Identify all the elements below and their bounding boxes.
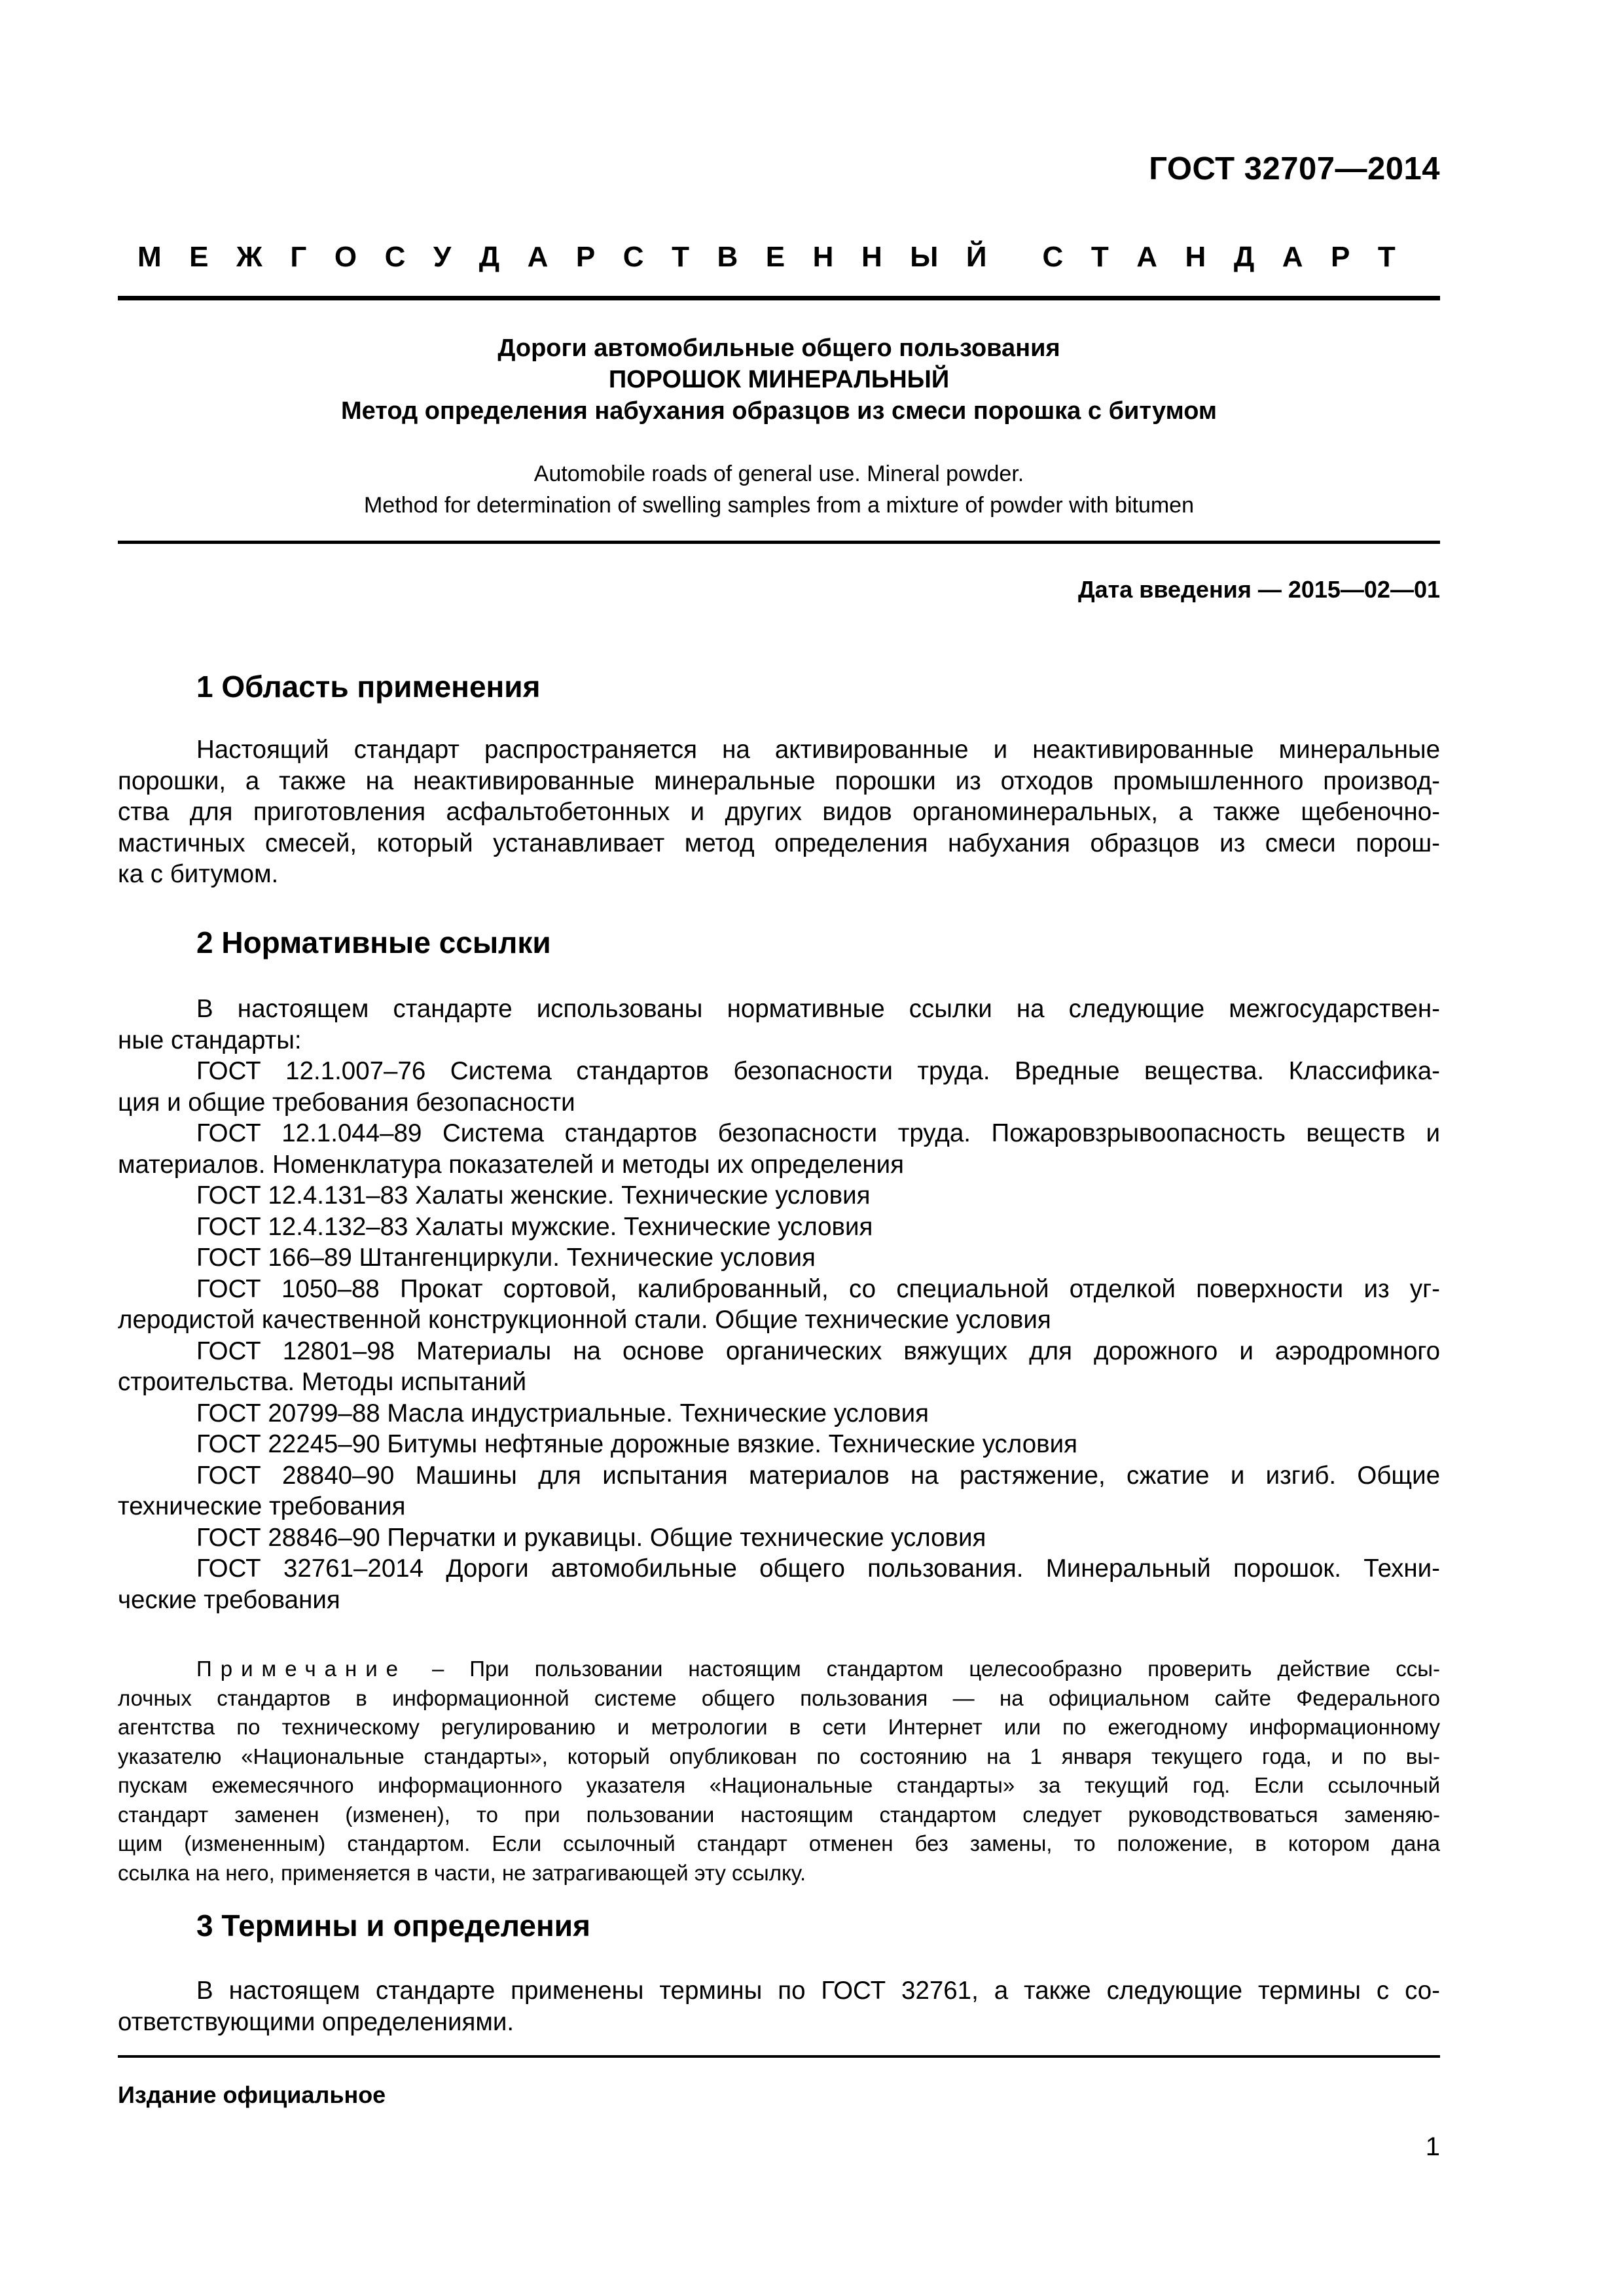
english-title-line-1: Automobile roads of general use. Mineral powder.	[533, 461, 1024, 486]
standard-type-letter: У	[433, 241, 452, 273]
standard-type-letter: А	[527, 241, 549, 273]
reference-line: ГОСТ 32761–2014 Дороги автомобильные общего пользования. Минеральный порошок. Техни-	[196, 1554, 1440, 1583]
standard-type-letter: Р	[575, 241, 596, 273]
standard-type-letter: А	[1282, 241, 1303, 273]
text-line: Настоящий стандарт распространяется на активированные и неактивированные минеральные	[196, 736, 1440, 764]
standard-type-heading	[137, 241, 1396, 274]
title-line-1: Дороги автомобильные общего пользования	[497, 334, 1060, 362]
text-line: В настоящем стандарте использованы нормативные ссылки на следующие межгосударствен-	[196, 995, 1440, 1023]
note-line: пускам ежемесячного информационного указателя «Национальные стандарты» за текущий год. Если ссылочный	[118, 1773, 1440, 1797]
text-line: ства для приготовления асфальтобетонных и других видов органоминеральных, а также щебеночно-	[118, 798, 1440, 826]
english-title	[118, 458, 1440, 521]
section-3-text	[118, 1975, 1440, 2037]
title-line-3: Метод определения набухания образцов из смеси порошка с битумом	[340, 397, 1218, 425]
reference-line: ГОСТ 22245–90 Битумы нефтяные дорожные вязкие. Технические условия	[196, 1430, 1077, 1458]
text-line: мастичных смесей, который устанавливает метод определения набухания образцов из смеси порош-	[118, 829, 1440, 857]
section-1-text	[118, 734, 1440, 890]
reference-line: технические требования	[118, 1492, 406, 1520]
reference-line: материалов. Номенклатура показателей и методы их определения	[118, 1150, 904, 1179]
standard-type-letter: Т	[672, 241, 689, 273]
standard-type-letter: Н	[812, 241, 834, 273]
reference-line: ция и общие требования безопасности	[118, 1088, 575, 1117]
text-line: порошки, а также на неактивированные минеральные порошки из отходов промышленного производ-	[118, 766, 1440, 795]
standard-type-letter: В	[717, 241, 738, 273]
note-block	[118, 1655, 1440, 1888]
reference-line: строительства. Методы испытаний	[118, 1368, 527, 1396]
standard-type-letter: Н	[861, 241, 882, 273]
reference-line: леродистой качественной конструкционной стали. Общие технические условия	[118, 1306, 1051, 1334]
section-3-heading: 3 Термины и определения	[196, 1909, 590, 1943]
standard-type-letter: Е	[765, 241, 785, 273]
standard-type-letter: С	[623, 241, 644, 273]
standard-type-letter: Р	[1330, 241, 1350, 273]
standard-type-letter: А	[1136, 241, 1157, 273]
standard-type-letter: С	[1042, 241, 1064, 273]
standard-type-letter: М	[137, 241, 162, 273]
document-id: ГОСТ 32707—2014	[1149, 151, 1440, 187]
note-line: указателю «Национальные стандарты», который опубликован по состоянию на 1 января текущего года, и по вы-	[118, 1744, 1440, 1768]
standard-type-letter: О	[334, 241, 357, 273]
reference-line: ческие требования	[118, 1585, 340, 1614]
standard-type-letter: Й	[965, 241, 987, 273]
document-page	[118, 0, 1440, 2296]
reference-line: ГОСТ 12.1.044–89 Система стандартов безопасности труда. Пожаровзрывоопасность веществ и	[196, 1119, 1440, 1147]
standard-type-letter: Ж	[236, 241, 262, 273]
note-line: агентства по техническому регулированию и метрологии в сети Интернет или по ежегодному информационному	[118, 1715, 1440, 1739]
page-number: 1	[1425, 2132, 1440, 2161]
note-line: Примечание – При пользовании настоящим стандартом целесообразно проверить действие ссы-	[196, 1657, 1440, 1681]
reference-line: ГОСТ 12.1.007–76 Система стандартов безопасности труда. Вредные вещества. Классифика-	[196, 1057, 1440, 1085]
standard-type-letter: Т	[1091, 241, 1109, 273]
english-title-line-2: Method for determination of swelling samples from a mixture of powder with bitumen	[363, 493, 1194, 518]
title-line-2: ПОРОШОК МИНЕРАЛЬНЫЙ	[608, 366, 950, 393]
standard-type-letter: С	[384, 241, 406, 273]
standard-type-letter: Ы	[910, 241, 939, 273]
note-line: стандарт заменен (изменен), то при пользовании настоящим стандартом следует руководствоваться заменяю-	[118, 1802, 1440, 1827]
reference-line: ГОСТ 12801–98 Материалы на основе органических вяжущих для дорожного и аэродромного	[196, 1336, 1440, 1365]
standard-type-letter: Н	[1185, 241, 1206, 273]
standard-type-letter: Д	[478, 241, 500, 273]
reference-line: ГОСТ 166–89 Штангенциркули. Технические условия	[196, 1244, 816, 1272]
note-label: Примечание	[196, 1657, 407, 1681]
standard-type-letter: Д	[1233, 241, 1255, 273]
text-line: В настоящем стандарте применены термины по ГОСТ 32761, а также следующие термины с со-	[196, 1977, 1440, 2005]
section-2-heading: 2 Нормативные ссылки	[196, 925, 551, 960]
reference-line: ГОСТ 1050–88 Прокат сортовой, калиброванный, со специальной отделкой поверхности из уг-	[196, 1274, 1440, 1303]
standard-type-letter: Е	[189, 241, 209, 273]
header-divider	[118, 296, 1440, 300]
text-line: ответствующими определениями.	[118, 2007, 514, 2036]
section-2-text	[118, 994, 1440, 1615]
standard-type-letter: Г	[290, 241, 307, 273]
title-divider	[118, 541, 1440, 544]
russian-title	[118, 332, 1440, 427]
standard-type-letter: Т	[1377, 241, 1396, 273]
introduction-date: Дата введения — 2015—02—01	[1077, 576, 1440, 603]
reference-line: ГОСТ 20799–88 Масла индустриальные. Технические условия	[196, 1399, 929, 1427]
reference-line: ГОСТ 12.4.132–83 Халаты мужские. Технические условия	[196, 1212, 873, 1241]
reference-line: ГОСТ 28840–90 Машины для испытания материалов на растяжение, сжатие и изгиб. Общие	[196, 1461, 1440, 1490]
text-line: ные стандарты:	[118, 1026, 302, 1054]
section-1-heading: 1 Область применения	[196, 670, 541, 704]
note-line: лочных стандартов в информационной системе общего пользования — на официальном сайте Федерального	[118, 1685, 1440, 1710]
note-line: щим (измененным) стандартом. Если ссылочный стандарт отменен без замены, то положение, в котором дана	[118, 1831, 1440, 1856]
official-edition-label: Издание официальное	[118, 2081, 386, 2108]
text-line: ка с битумом.	[118, 860, 279, 888]
footer-divider	[118, 2055, 1440, 2058]
reference-line: ГОСТ 12.4.131–83 Халаты женские. Технические условия	[196, 1181, 871, 1210]
reference-line: ГОСТ 28846–90 Перчатки и рукавицы. Общие технические условия	[196, 1523, 986, 1552]
note-line: ссылка на него, применяется в части, не затрагивающей эту ссылку.	[118, 1860, 806, 1885]
